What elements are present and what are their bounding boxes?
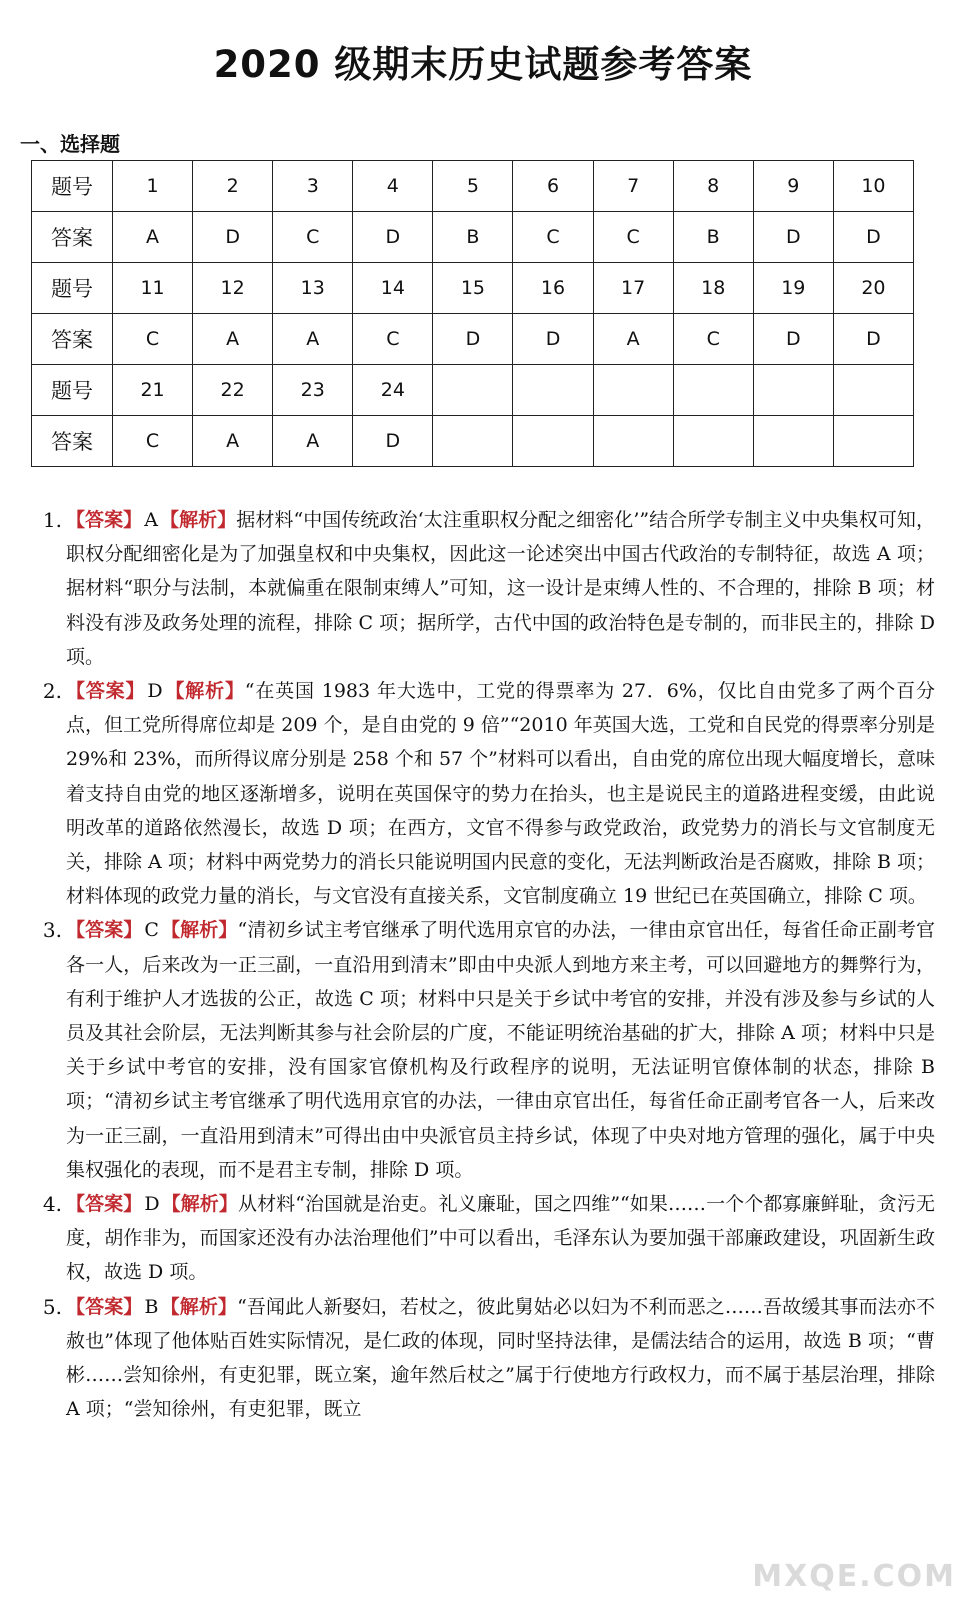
explanation-body: [66, 1290, 935, 1427]
explanation-item: [20, 503, 935, 674]
answer-tag: 【答案】: [66, 680, 146, 703]
table-cell: 11: [113, 263, 193, 314]
table-row: [32, 212, 914, 263]
table-cell: [673, 416, 753, 467]
table-cell: [513, 365, 593, 416]
analysis-tag: 【解析】: [164, 680, 245, 703]
table-cell: 13: [273, 263, 353, 314]
answer-letter: D: [144, 1193, 160, 1216]
table-cell: 24: [353, 365, 433, 416]
table-cell: A: [273, 314, 353, 365]
question-number: 4.: [42, 1192, 62, 1217]
answer-tag: 【答案】: [66, 919, 143, 942]
answer-tag: 【答案】: [66, 1295, 143, 1318]
answer-letter: A: [144, 509, 158, 531]
question-number: 5.: [42, 1294, 62, 1319]
explanation-item: [20, 674, 935, 913]
table-cell: C: [353, 314, 433, 365]
table-cell: 20: [833, 263, 913, 314]
table-cell: A: [593, 314, 673, 365]
question-number: 1.: [42, 508, 62, 532]
table-cell: D: [753, 314, 833, 365]
table-cell: C: [673, 314, 753, 365]
table-cell: D: [433, 314, 513, 365]
table-cell: A: [193, 314, 273, 365]
table-cell: D: [833, 314, 913, 365]
table-cell: 10: [833, 161, 913, 212]
table-cell: 5: [433, 161, 513, 212]
question-number: 2.: [42, 679, 62, 704]
explanation-body: [66, 1187, 935, 1290]
analysis-text: 从材料“治国就是治吏。礼义廉耻，国之四维”“如果……一个个都寡廉鲜耻，贪污无度，胡作非为，而国家还没有办法治理他们”中可以看出，毛泽东认为要加强干部廉政建设，巩固新生政权，故选 D 项。: [66, 1193, 935, 1284]
row-header-cell: 答案: [32, 314, 113, 365]
table-cell: [753, 416, 833, 467]
analysis-tag: 【解析】: [160, 919, 238, 942]
table-cell: D: [753, 212, 833, 263]
analysis-tag: 【解析】: [159, 509, 237, 531]
explanation-body: [66, 674, 935, 913]
table-cell: 19: [753, 263, 833, 314]
row-header-cell: 答案: [32, 212, 113, 263]
table-cell: 16: [513, 263, 593, 314]
table-cell: C: [273, 212, 353, 263]
table-cell: C: [113, 314, 193, 365]
table-row: [32, 161, 914, 212]
table-cell: A: [113, 212, 193, 263]
table-row: [32, 365, 914, 416]
row-header-cell: 题号: [32, 365, 113, 416]
analysis-text: “清初乡试主考官继承了明代选用京官的办法，一律由京官出任，每省任命正副考官各一人，后来改为一正三副，一直沿用到清末”即由中央派人到地方来主考，可以回避地方的舞弊行为，有利于维护人才选拔的公正，故选 C 项；材料中只是关于乡试中考官的安排，并没有涉及参与乡试的人员及其社会阶层，无法判断其参与社会阶层的广度，不能证明统治基础的扩大，排除 A 项；材料中只是关于乡试中考官的安排，没有国家官僚机构及行政程序的说明，无法证明官僚体制的状态，排除 B 项；“清初乡试主考官继承了明代选用京官的办法，一律由京官出任，每省任命正副考官各一人，后来改为一正三副，一直沿用到清末”可得出由中央派官员主持乡试，体现了中央对地方管理的强化，属于中央集权强化的表现，而不是君主专制，排除 D 项。: [66, 919, 935, 1181]
table-row: [32, 416, 914, 467]
table-cell: B: [433, 212, 513, 263]
table-cell: C: [113, 416, 193, 467]
row-header-cell: 答案: [32, 416, 113, 467]
table-cell: A: [193, 416, 273, 467]
table-cell: 6: [513, 161, 593, 212]
explanation-body: [66, 913, 935, 1187]
answer-table: [31, 160, 914, 467]
explanation-item: [20, 1187, 935, 1290]
table-cell: 12: [193, 263, 273, 314]
explanation-body: [66, 503, 935, 674]
explanation-item: [20, 1290, 935, 1427]
answer-tag: 【答案】: [66, 509, 143, 531]
table-cell: 9: [753, 161, 833, 212]
table-cell: 23: [273, 365, 353, 416]
table-cell: [753, 365, 833, 416]
table-cell: D: [353, 416, 433, 467]
table-cell: [833, 365, 913, 416]
table-cell: [593, 416, 673, 467]
table-cell: 17: [593, 263, 673, 314]
watermark-logo: MXQE.COM: [752, 1559, 956, 1594]
row-header-cell: 题号: [32, 161, 113, 212]
section-heading: 一、选择题: [20, 132, 120, 156]
table-cell: 18: [673, 263, 753, 314]
table-cell: [433, 365, 513, 416]
table-cell: D: [833, 212, 913, 263]
table-cell: 8: [673, 161, 753, 212]
table-cell: [833, 416, 913, 467]
answer-letter: C: [144, 919, 159, 942]
table-cell: 22: [193, 365, 273, 416]
table-cell: D: [353, 212, 433, 263]
table-row: [32, 263, 914, 314]
table-cell: C: [593, 212, 673, 263]
table-cell: 2: [193, 161, 273, 212]
table-cell: C: [513, 212, 593, 263]
page-title: 2020 级期末历史试题参考答案: [213, 43, 753, 86]
table-cell: 4: [353, 161, 433, 212]
table-cell: D: [193, 212, 273, 263]
explanations: [20, 503, 935, 1426]
question-number: 3.: [42, 918, 62, 943]
table-cell: A: [273, 416, 353, 467]
table-cell: [513, 416, 593, 467]
explanation-item: [20, 913, 935, 1187]
table-cell: [433, 416, 513, 467]
table-cell: D: [513, 314, 593, 365]
table-cell: [593, 365, 673, 416]
analysis-text: 据材料“中国传统政治‘太注重职权分配之细密化’”结合所学专制主义中央集权可知，职权分配细密化是为了加强皇权和中央集权，因此这一论述突出中国古代政治的专制特征，故选 A 项；据材料“职分与法制，本就偏重在限制束缚人”可知，这一设计是束缚人性的、不合理的，排除 B 项；材料没有涉及政务处理的流程，排除 C 项；据所学，古代中国的政治特色是专制的，而非民主的，排除 D 项。: [66, 509, 935, 668]
analysis-tag: 【解析】: [160, 1295, 238, 1318]
table-cell: 1: [113, 161, 193, 212]
table-cell: [673, 365, 753, 416]
table-cell: 14: [353, 263, 433, 314]
answer-letter: B: [144, 1295, 159, 1318]
analysis-text: “在英国 1983 年大选中，工党的得票率为 27．6%，仅比自由党多了两个百分点，但工党所得席位却是 209 个，是自由党的 9 倍”“2010 年英国大选，工党和自民党的得票率分别是 29%和 23%，而所得议席分别是 258 个和 57 个”材料可以看出，自由党的席位出现大幅度增长，意味着支持自由党的地区逐渐增多，说明在英国保守的势力在抬头，也主是说民主的道路进程变缓，由此说明改革的道路依然漫长，故选 D 项；在西方，文官不得参与政党政治，政党势力的消长与文官制度无关，排除 A 项；材料中两党势力的消长只能说明国内民意的变化，无法判断政治是否腐败，排除 B 项；材料体现的政党力量的消长，与文官没有直接关系，文官制度确立 19 世纪已在英国确立，排除 C 项。: [66, 680, 935, 908]
row-header-cell: 题号: [32, 263, 113, 314]
table-cell: B: [673, 212, 753, 263]
answer-tag: 【答案】: [66, 1193, 143, 1216]
analysis-text: “吾闻此人新娶妇，若杖之，彼此舅姑必以妇为不利而恶之……吾故缓其事而法亦不赦也”体现了他体贴百姓实际情况，是仁政的体现，同时坚持法律，是儒法结合的运用，故选 B 项；“曹彬……尝知徐州，有吏犯罪，既立案，逾年然后杖之”属于行使地方行政权力，而不属于基层治理，排除 A 项；“尝知徐州，有吏犯罪，既立: [66, 1295, 935, 1421]
analysis-tag: 【解析】: [161, 1193, 238, 1216]
table-cell: 7: [593, 161, 673, 212]
table-cell: 3: [273, 161, 353, 212]
table-cell: 15: [433, 263, 513, 314]
table-row: [32, 314, 914, 365]
answer-letter: D: [147, 680, 163, 703]
table-cell: 21: [113, 365, 193, 416]
